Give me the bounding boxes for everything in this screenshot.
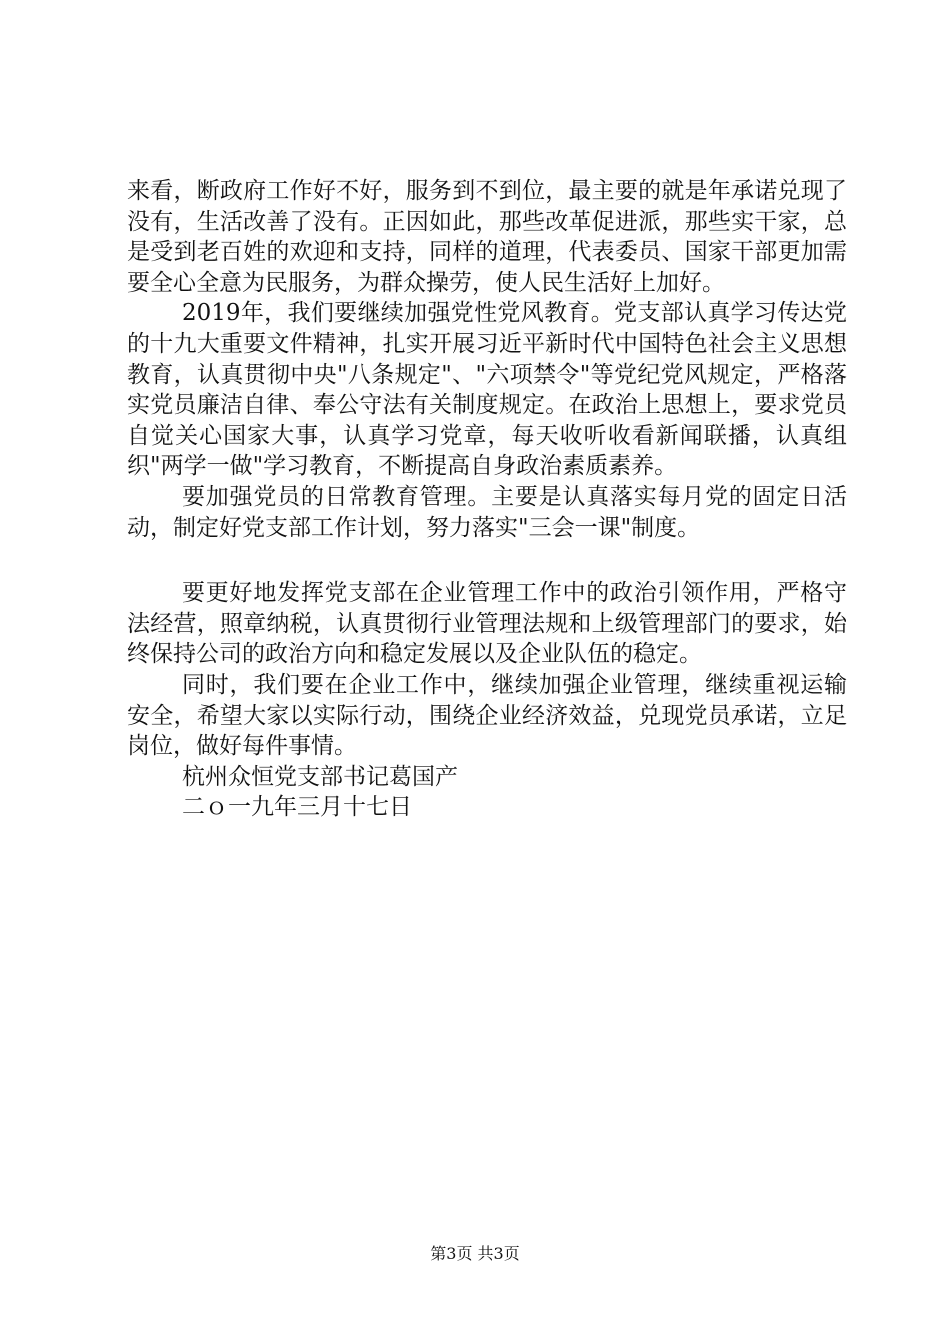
document-body <box>127 176 847 823</box>
paragraph-spacer <box>127 543 847 578</box>
paragraph-enterprise-work: 同时，我们要在企业工作中，继续加强企业管理，继续重视运输安全，希望大家以实际行动，围绕企业经济效益，兑现党员承诺，立足岗位，做好每件事情。 <box>127 671 847 760</box>
page-footer: 第3页 共3页 <box>430 1244 520 1263</box>
date-line: 二ｏ一九年三月十七日 <box>182 794 412 821</box>
paragraph-continued: 来看，断政府工作好不好，服务到不到位，最主要的就是年承诺兑现了没有，生活改善了没有。正因如此，那些改革促进派，那些实干家，总是受到老百姓的欢迎和支持，同样的道理，代表委员、国家干部更加需要全心全意为民服务，为群众操劳，使人民生活好上加好。 <box>127 178 847 296</box>
paragraph-party-education: 2019年，我们要继续加强党性党风教育。党支部认真学习传达党的十九大重要文件精神，扎实开展习近平新时代中国特色社会主义思想教育，认真贯彻中央"八条规定"、"六项禁令"等党纪党风规定，严格落实党员廉洁自律、奉公守法有关制度规定。在政治上思想上，要求党员自觉关心国家大事，认真学习党章，每天收听收看新闻联播，认真组织"两学一做"学习教育，不断提高自身政治素质素养。 <box>127 300 847 480</box>
paragraph-political-leadership: 要更好地发挥党支部在企业管理工作中的政治引领作用，严格守法经营，照章纳税，认真贯彻行业管理法规和上级管理部门的要求，始终保持公司的政治方向和稳定发展以及企业队伍的稳定。 <box>127 580 847 668</box>
signature-line: 杭州众恒党支部书记葛国产 <box>182 763 458 790</box>
paragraph-daily-management: 要加强党员的日常教育管理。主要是认真落实每月党的固定日活动，制定好党支部工作计划，努力落实"三会一课"制度。 <box>127 483 847 541</box>
